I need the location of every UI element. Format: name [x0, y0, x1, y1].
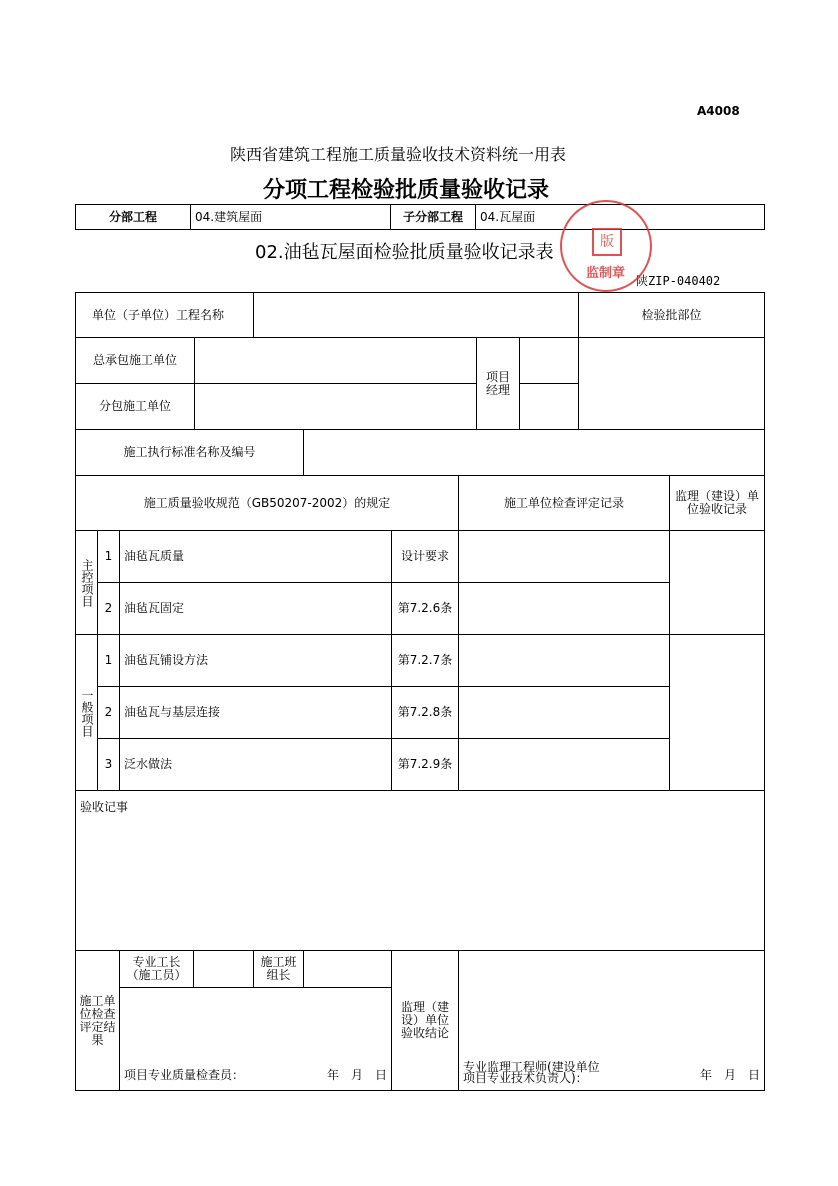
page-title: 分项工程检验批质量验收记录 [263, 178, 550, 203]
subcontractor-value[interactable] [194, 383, 477, 430]
project-manager-value-2[interactable] [519, 383, 579, 430]
item-name: 油毡瓦固定 [119, 582, 392, 635]
engineer-line1: 专业监理工程师(建设单位 [463, 1060, 600, 1074]
item-number: 2 [97, 582, 120, 635]
subcontractor-label: 分包施工单位 [75, 383, 195, 430]
project-manager-label: 项目经理 [476, 337, 520, 430]
item-check-cell[interactable] [458, 634, 670, 687]
item-clause: 第7.2.8条 [391, 686, 459, 739]
item-clause: 第7.2.6条 [391, 582, 459, 635]
item-clause: 设计要求 [391, 530, 459, 583]
item-name: 油毡瓦铺设方法 [119, 634, 392, 687]
item-name: 油毡瓦与基层连接 [119, 686, 392, 739]
stamp-center: 版 [592, 228, 622, 256]
item-name: 泛水做法 [119, 738, 392, 791]
batch-part-value[interactable] [578, 337, 765, 430]
fenbu-value: 04.建筑屋面 [190, 204, 391, 230]
engineer-date: 年 月 日 [699, 1068, 760, 1082]
contractor-result-cell[interactable] [119, 987, 392, 1091]
remarks-cell[interactable] [75, 790, 765, 951]
form-number: 陕ZIP-040402 [636, 274, 721, 288]
general-contractor-value[interactable] [194, 337, 477, 384]
general-text: 一般项目 [80, 688, 94, 737]
supervisor-check-header: 监理（建设）单位验收记录 [669, 475, 765, 531]
general-contractor-label: 总承包施工单位 [75, 337, 195, 384]
sub-title: 02.油毡瓦屋面检验批质量验收记录表 [255, 242, 554, 263]
org-title: 陕西省建筑工程施工质量验收技术资料统一用表 [230, 145, 567, 164]
item-number: 1 [97, 530, 120, 583]
fenbu-label: 分部工程 [75, 204, 191, 230]
remarks-label: 验收记事 [80, 800, 129, 814]
item-name: 油毡瓦质量 [119, 530, 392, 583]
foreman-value[interactable] [193, 950, 254, 988]
main-control-text: 主控项目 [80, 558, 94, 607]
contractor-check-header: 施工单位检查评定记录 [458, 475, 670, 531]
item-clause: 第7.2.9条 [391, 738, 459, 791]
inspector-label: 项目专业质量检查员： [124, 1068, 245, 1082]
item-check-cell[interactable] [458, 738, 670, 791]
general-label [75, 634, 98, 791]
item-check-cell[interactable] [458, 582, 670, 635]
form-code: A4008 [697, 104, 740, 118]
unit-name-value[interactable] [253, 292, 579, 338]
team-leader-label: 施工班组长 [253, 950, 304, 988]
supervisor-conclusion-label: 监理（建设）单位验收结论 [391, 950, 459, 1091]
item-number: 2 [97, 686, 120, 739]
item-clause: 第7.2.7条 [391, 634, 459, 687]
unit-name-label: 单位（子单位）工程名称 [75, 292, 254, 338]
engineer-line2: 项目专业技术负责人)： [463, 1071, 588, 1085]
zifenbu-label: 子分部工程 [390, 204, 476, 230]
zifenbu-value: 04.瓦屋面 [475, 204, 765, 230]
item-check-cell[interactable] [458, 686, 670, 739]
project-manager-value-1[interactable] [519, 337, 579, 384]
contractor-result-label: 施工单位检查评定结果 [75, 950, 120, 1091]
standard-label: 施工执行标准名称及编号 [75, 429, 304, 476]
supervisor-conclusion-cell[interactable] [458, 950, 765, 1091]
stamp-text: 监制章 [586, 266, 626, 281]
general-supervisor-cell[interactable] [669, 634, 765, 791]
spec-header: 施工质量验收规范（GB50207-2002）的规定 [75, 475, 459, 531]
foreman-label: 专业工长（施工员） [119, 950, 194, 988]
inspector-date: 年 月 日 [326, 1068, 387, 1082]
standard-value[interactable] [303, 429, 765, 476]
item-number: 1 [97, 634, 120, 687]
main-control-label [75, 530, 98, 635]
item-check-cell[interactable] [458, 530, 670, 583]
supervision-stamp [560, 200, 652, 292]
team-leader-value[interactable] [303, 950, 392, 988]
batch-part-label: 检验批部位 [578, 292, 765, 338]
main-control-supervisor-cell[interactable] [669, 530, 765, 635]
item-number: 3 [97, 738, 120, 791]
